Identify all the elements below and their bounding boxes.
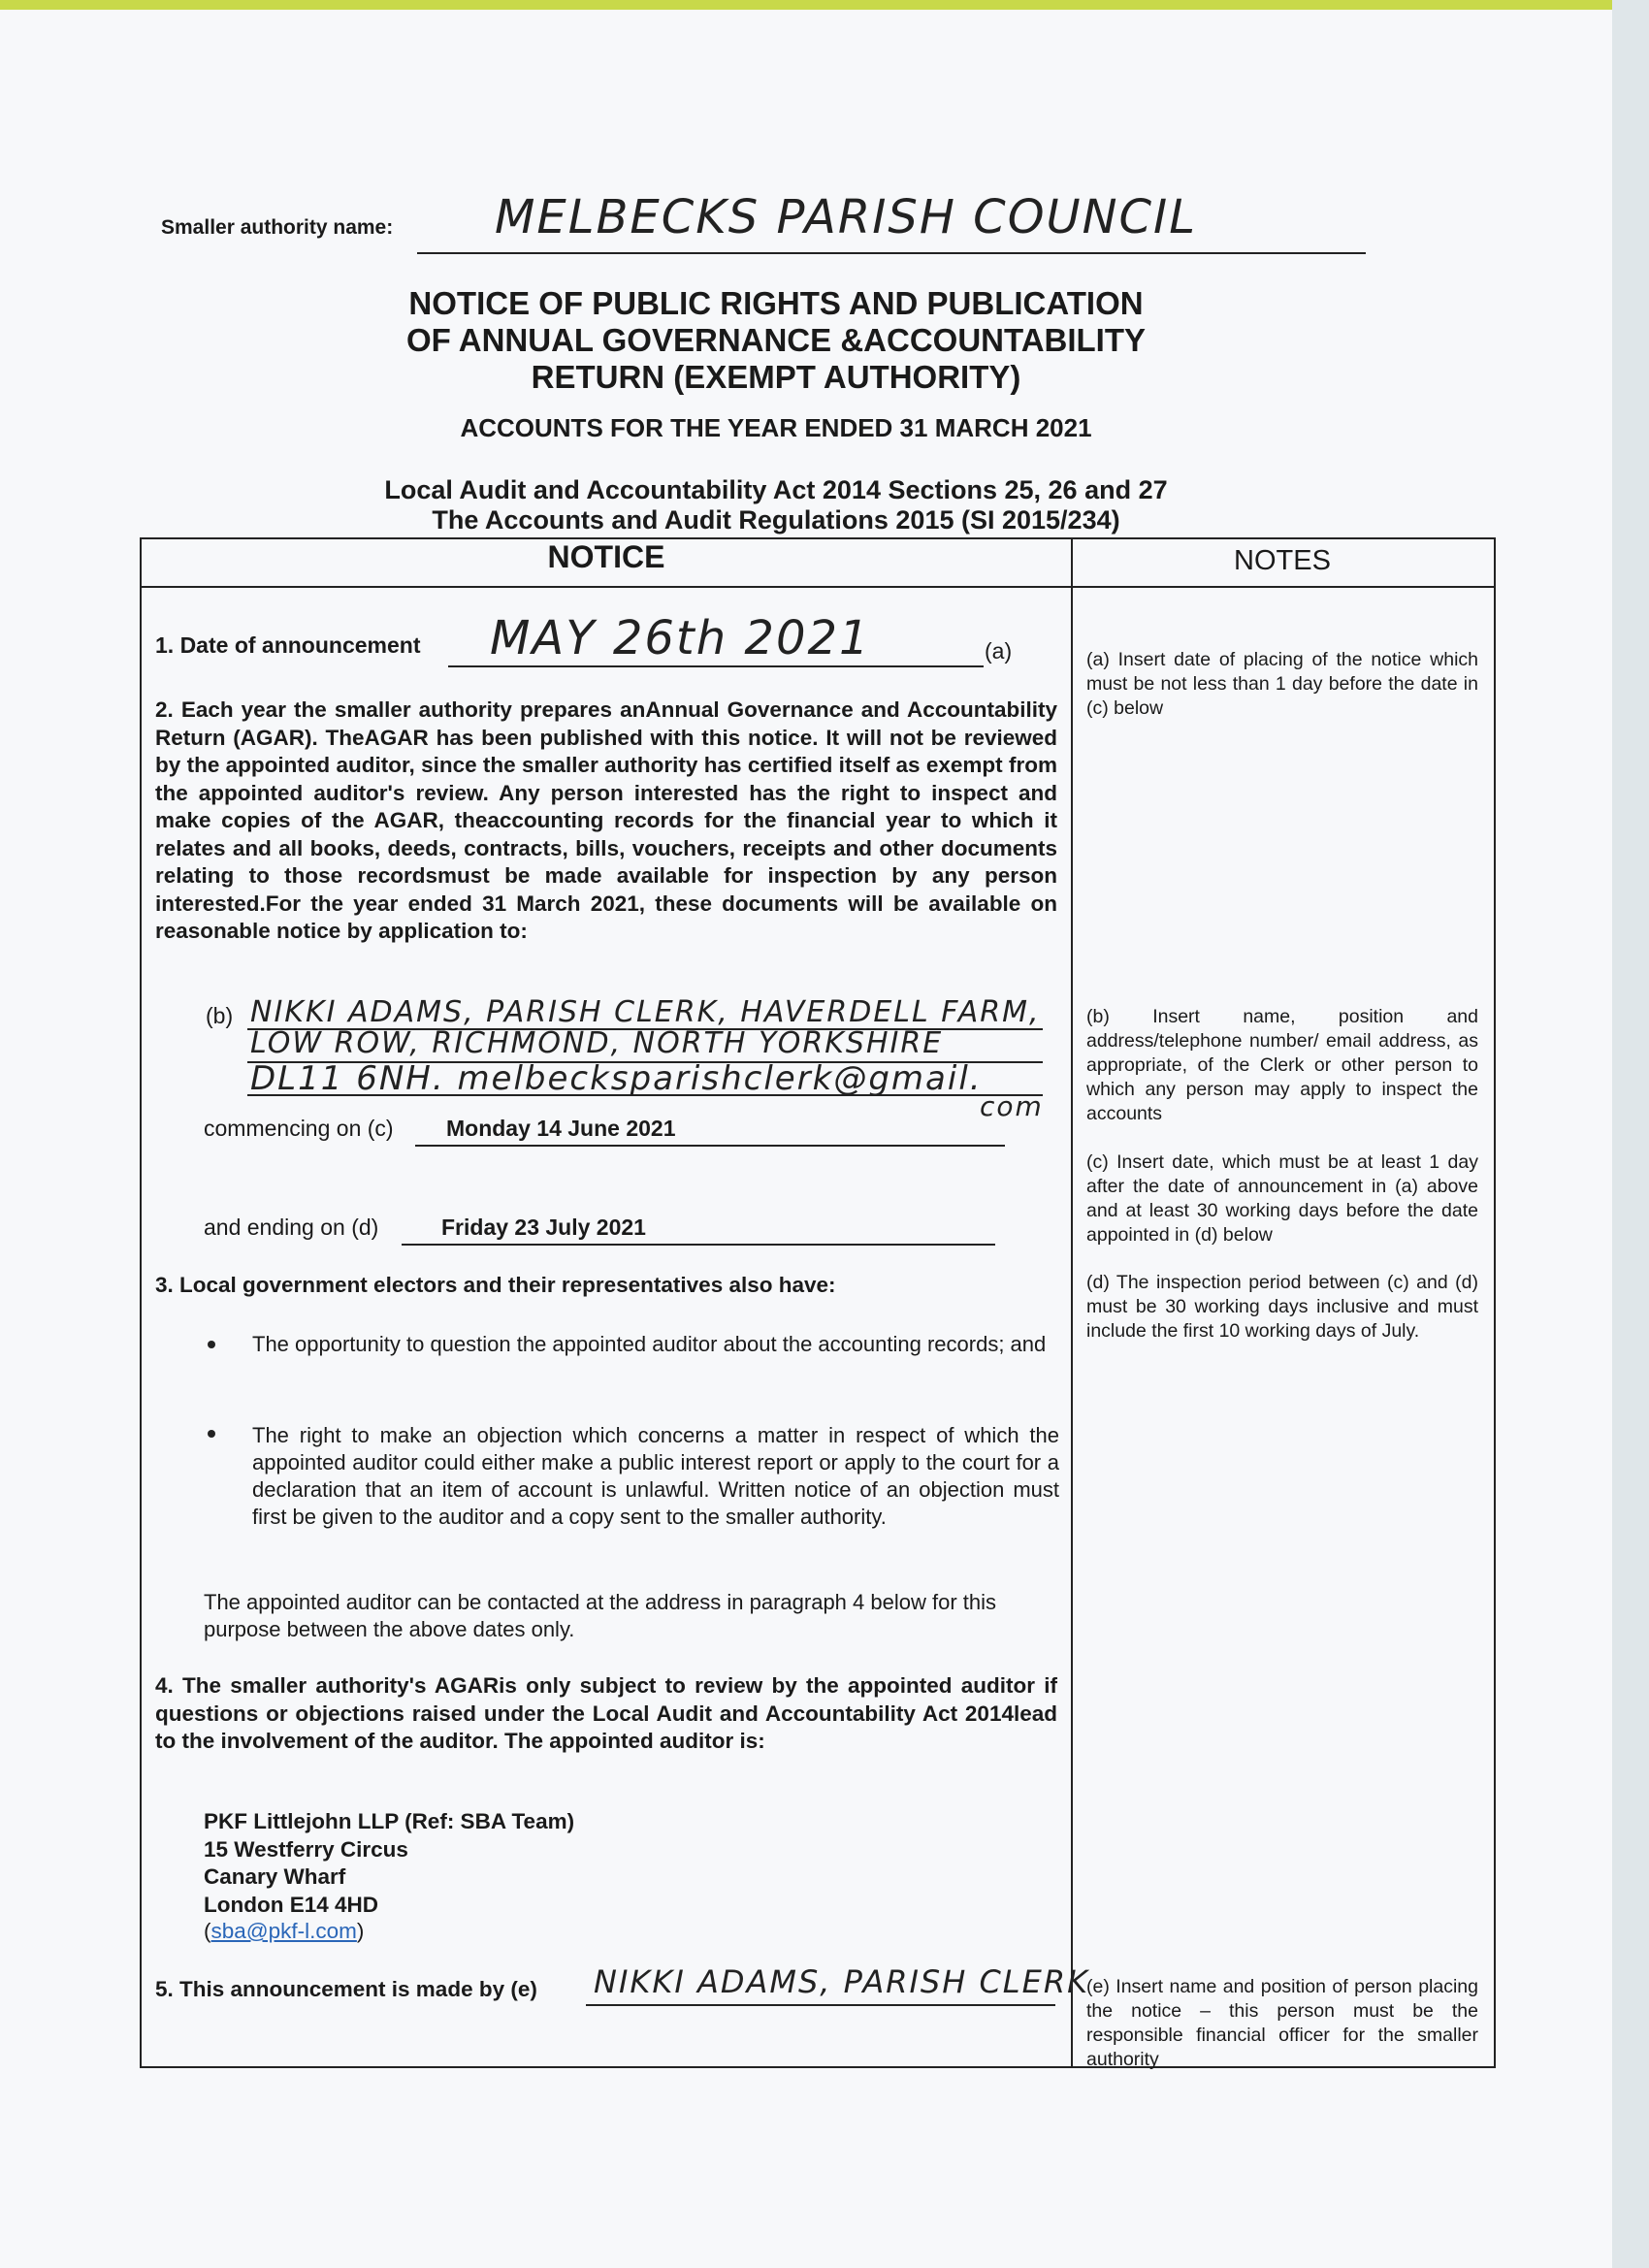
contact-line-4: com bbox=[980, 1090, 1044, 1122]
legislation-line-1: Local Audit and Accountability Act 2014 Sections 25, 26 and 27 bbox=[384, 475, 1168, 504]
auditor-address bbox=[204, 1808, 574, 1919]
notice-column-heading: NOTICE bbox=[547, 539, 665, 574]
auditor-line-4: London E14 4HD bbox=[204, 1892, 379, 1917]
section-4-text: 4. The smaller authority's AGARis only subject to review by the appointed auditor if questions or objections raised under the Local Audit and Accountability Act 2014lead to the involvement of the auditor. The appointed auditor is: bbox=[155, 1673, 1057, 1753]
contact-line-3: DL11 6NH. melbecksparishclerk@gmail. bbox=[250, 1059, 983, 1098]
note-e: (e) Insert name and position of person placing the notice – this person must be the responsible financial officer for the smaller authority bbox=[1086, 1976, 1478, 2070]
auditor-line-1: PKF Littlejohn LLP (Ref: SBA Team) bbox=[204, 1809, 575, 1833]
contact-line-2: LOW ROW, RICHMOND, NORTH YORKSHIRE bbox=[250, 1026, 944, 1060]
contact-underline bbox=[247, 1028, 1043, 1030]
email-paren-open: ( bbox=[204, 1919, 211, 1943]
date-of-announcement-label: 1. Date of announcement bbox=[155, 632, 421, 658]
note-c: (c) Insert date, which must be at least 1 day after the date of announcement in (a) above and at least 30 working days before the date appointed in (d) below bbox=[1086, 1151, 1478, 1246]
notice-title bbox=[291, 285, 1261, 396]
bullet-objection: The right to make an objection which concerns a matter in respect of which the appointed auditor could either make a public interest report or apply to the court for a declaration that an item of account is unlawful. Written notice of an objection must first be given to the auditor and a copy sent to the smaller authority. bbox=[252, 1423, 1059, 1529]
header-rule bbox=[140, 586, 1494, 588]
accounts-year-heading: ACCOUNTS FOR THE YEAR ENDED 31 MARCH 2021 bbox=[460, 413, 1092, 442]
contact-underline bbox=[247, 1061, 1043, 1063]
bullet-icon bbox=[208, 1341, 215, 1348]
announcement-underline bbox=[586, 2004, 1055, 2006]
auditor-line-3: Canary Wharf bbox=[204, 1864, 346, 1889]
bullet-icon bbox=[208, 1430, 215, 1438]
auditor-line-2: 15 Westferry Circus bbox=[204, 1836, 408, 1862]
announcement-made-by-label: 5. This announcement is made by (e) bbox=[155, 1977, 537, 2001]
ending-label: and ending on (d) bbox=[204, 1215, 379, 1240]
commencing-date: Monday 14 June 2021 bbox=[446, 1116, 676, 1141]
auditor-email-link[interactable]: sba@pkf-l.com bbox=[210, 1919, 357, 1943]
date-of-announcement-value: MAY 26th 2021 bbox=[490, 611, 871, 665]
legislation-heading bbox=[242, 475, 1310, 535]
authority-name-label: Smaller authority name: bbox=[161, 216, 394, 239]
commencing-underline bbox=[415, 1145, 1005, 1147]
email-paren-close: ) bbox=[356, 1919, 365, 1943]
ending-date: Friday 23 July 2021 bbox=[441, 1215, 646, 1240]
authority-name-underline bbox=[417, 252, 1366, 254]
note-a-marker: (a) bbox=[985, 638, 1013, 664]
notes-column-heading: NOTES bbox=[1234, 545, 1331, 576]
note-b: (b) Insert name, position and address/telephone number/ email address, as appropriate, of the Clerk or other person to which any person may apply to inspect the accounts bbox=[1086, 1006, 1478, 1124]
authority-name-value: MELBECKS PARISH COUNCIL bbox=[495, 190, 1197, 244]
commencing-label: commencing on (c) bbox=[204, 1116, 394, 1141]
note-b-marker: (b) bbox=[206, 1003, 234, 1028]
ending-underline bbox=[402, 1244, 995, 1246]
date-underline bbox=[448, 665, 984, 667]
section-3-contact-text: The appointed auditor can be contacted at the address in paragraph 4 below for this purpose between the above dates only. bbox=[204, 1590, 996, 1641]
bullet-question-auditor: The opportunity to question the appointed auditor about the accounting records; and bbox=[252, 1332, 1047, 1356]
contact-line-1: NIKKI ADAMS, PARISH CLERK, HAVERDELL FARM, bbox=[250, 995, 1041, 1029]
note-a: (a) Insert date of placing of the notice which must be not less than 1 day before the date in (c) below bbox=[1086, 649, 1478, 719]
auditor-email bbox=[204, 1919, 364, 1944]
section-3-heading: 3. Local government electors and their representatives also have: bbox=[155, 1273, 836, 1297]
scan-margin bbox=[1612, 0, 1649, 2268]
note-d: (d) The inspection period between (c) and (d) must be 30 working days inclusive and must include the first 10 working days of July. bbox=[1086, 1272, 1478, 1342]
announcement-made-by-value: NIKKI ADAMS, PARISH CLERK bbox=[594, 1963, 1090, 2000]
section-2-text: 2. Each year the smaller authority prepares anAnnual Governance and Accountability Return (AGAR). TheAGAR has been published with this notice. It will not be reviewed by the appointed auditor, since the smaller authority has certified itself as exempt from the appointed auditor's review. Any person interested has the right to inspect and make copies of the AGAR, theaccounting records for the financial year to which it relates and all books, deeds, contracts, bills, vouchers, receipts and other documents relating to those recordsmust be made available for inspection by any person interested.For the year ended 31 March 2021, these documents will be available on reasonable notice by application to: bbox=[155, 697, 1057, 943]
title-line-1: NOTICE OF PUBLIC RIGHTS AND PUBLICATION bbox=[408, 285, 1144, 321]
title-line-2: OF ANNUAL GOVERNANCE &ACCOUNTABILITY bbox=[405, 322, 1147, 358]
title-line-3: RETURN (EXEMPT AUTHORITY) bbox=[531, 359, 1021, 395]
column-divider bbox=[1071, 539, 1073, 2066]
legislation-line-2: The Accounts and Audit Regulations 2015 (SI 2015/234) bbox=[432, 505, 1120, 535]
contact-underline bbox=[247, 1094, 1043, 1096]
